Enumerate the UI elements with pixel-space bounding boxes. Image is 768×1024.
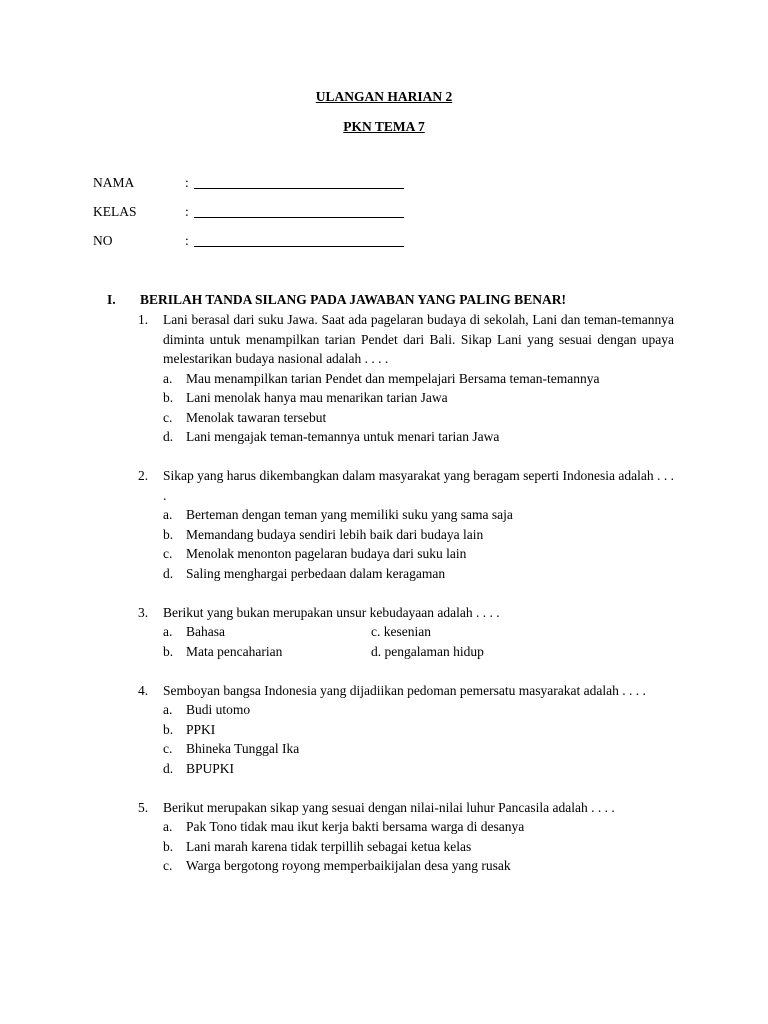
number-colon: : xyxy=(185,233,189,248)
class-field xyxy=(93,202,513,222)
option-item[interactable] xyxy=(163,525,674,545)
document-subtitle: PKN TEMA 7 xyxy=(343,119,425,134)
question-item xyxy=(138,603,674,662)
option-list xyxy=(163,700,674,778)
question-text: Sikap yang harus dikembangkan dalam masyarakat yang beragam seperti Indonesia adalah . . . . xyxy=(163,468,674,503)
question-item xyxy=(138,798,674,876)
option-text[interactable]: Mata pencaharian xyxy=(186,643,283,659)
option-item[interactable] xyxy=(163,408,674,428)
option-text: Menolak tawaran tersebut xyxy=(186,409,327,425)
option-list xyxy=(163,505,674,583)
option-item[interactable] xyxy=(163,700,674,720)
option-text: Warga bergotong royong memperbaikijalan desa yang rusak xyxy=(186,858,511,873)
option-item[interactable] xyxy=(163,739,674,759)
option-list xyxy=(163,817,674,876)
option-letter: a. xyxy=(163,819,173,834)
option-letter: c. xyxy=(163,546,173,561)
class-blank-line[interactable] xyxy=(194,217,404,218)
option-letter: b. xyxy=(163,721,174,737)
question-text: Berikut merupakan sikap yang sesuai dengan nilai-nilai luhur Pancasila adalah . . . . xyxy=(163,799,615,815)
option-text: Menolak menonton pagelaran budaya dari suku lain xyxy=(186,546,467,561)
option-item[interactable] xyxy=(163,369,674,389)
option-item[interactable] xyxy=(163,720,674,740)
number-blank-line[interactable] xyxy=(194,246,404,247)
section-instruction: BERILAH TANDA SILANG PADA JAWABAN YANG PALING BENAR! xyxy=(140,292,566,307)
option-text: Berteman dengan teman yang memiliki suku yang sama saja xyxy=(186,507,513,522)
option-letter[interactable]: b. xyxy=(163,643,174,659)
option-list xyxy=(163,622,674,661)
option-text: Pak Tono tidak mau ikut kerja bakti bersama warga di desanya xyxy=(186,819,525,834)
name-blank-line[interactable] xyxy=(194,188,404,189)
option-text: Mau menampilkan tarian Pendet dan mempelajari Bersama teman-temannya xyxy=(186,370,600,386)
option-item[interactable] xyxy=(163,388,674,408)
document-title: ULANGAN HARIAN 2 xyxy=(315,89,453,104)
option-item[interactable] xyxy=(163,759,674,779)
name-label: NAMA xyxy=(93,175,135,190)
class-colon: : xyxy=(185,204,189,219)
option-row xyxy=(163,642,674,662)
question-text: Semboyan bangsa Indonesia yang dijadiikan pedoman pemersatu masyarakat adalah . . . . xyxy=(163,682,646,698)
option-letter: d. xyxy=(163,429,174,444)
option-text: Saling menghargai perbedaan dalam keragaman xyxy=(186,565,446,581)
option-letter: a. xyxy=(163,370,173,386)
question-number: 5. xyxy=(138,799,149,815)
question-item xyxy=(138,681,674,779)
option-text[interactable]: d. pengalaman hidup xyxy=(371,643,484,659)
option-text: Budi utomo xyxy=(186,702,251,717)
option-letter[interactable]: a. xyxy=(163,624,173,639)
option-letter: c. xyxy=(163,741,173,756)
number-label: NO xyxy=(93,233,113,248)
name-colon: : xyxy=(185,175,189,190)
question-item xyxy=(138,310,674,447)
option-letter: d. xyxy=(163,760,174,776)
option-text: Lani menolak hanya mau menarikan tarian Jawa xyxy=(186,390,448,405)
option-text: BPUPKI xyxy=(186,760,235,776)
option-text: Bhineka Tunggal Ika xyxy=(186,741,300,756)
option-text: PPKI xyxy=(186,721,216,737)
question-number: 4. xyxy=(138,682,149,698)
option-item[interactable] xyxy=(163,856,674,876)
option-text: Lani mengajak teman-temannya untuk menari tarian Jawa xyxy=(186,429,500,444)
question-text: Berikut yang bukan merupakan unsur kebudayaan adalah . . . . xyxy=(163,604,500,620)
class-label: KELAS xyxy=(93,204,137,219)
option-text: Memandang budaya sendiri lebih baik dari budaya lain xyxy=(186,526,484,542)
name-field xyxy=(93,173,513,193)
option-letter: a. xyxy=(163,507,173,522)
option-item[interactable] xyxy=(163,817,674,837)
section-number: I. xyxy=(107,292,116,307)
option-row xyxy=(163,622,674,642)
option-item[interactable] xyxy=(163,564,674,584)
question-number: 1. xyxy=(138,312,149,327)
option-item[interactable] xyxy=(163,544,674,564)
number-field xyxy=(93,231,513,251)
option-text: Lani marah karena tidak terpillih sebagai ketua kelas xyxy=(186,838,472,854)
option-letter: b. xyxy=(163,838,174,854)
option-letter: d. xyxy=(163,565,174,581)
question-number: 3. xyxy=(138,604,149,620)
option-item[interactable] xyxy=(163,427,674,447)
option-item[interactable] xyxy=(163,505,674,525)
option-letter: c. xyxy=(163,858,173,873)
question-number: 2. xyxy=(138,468,149,483)
option-text[interactable]: Bahasa xyxy=(186,624,225,639)
question-list xyxy=(138,310,674,895)
question-text: Lani berasal dari suku Jawa. Saat ada pagelaran budaya di sekolah, Lani dan teman-temannya diminta untuk menampilkan tarian Pendet dari Bali. Sikap Lani yang sesuai dengan upaya melestarikan budaya nasional adalah . . . . xyxy=(163,312,674,366)
option-letter: b. xyxy=(163,390,174,405)
question-item xyxy=(138,466,674,583)
option-letter: a. xyxy=(163,702,173,717)
option-item[interactable] xyxy=(163,837,674,857)
option-letter: c. xyxy=(163,409,173,425)
option-letter: b. xyxy=(163,526,174,542)
option-text[interactable]: c. kesenian xyxy=(371,624,431,639)
option-list xyxy=(163,369,674,447)
